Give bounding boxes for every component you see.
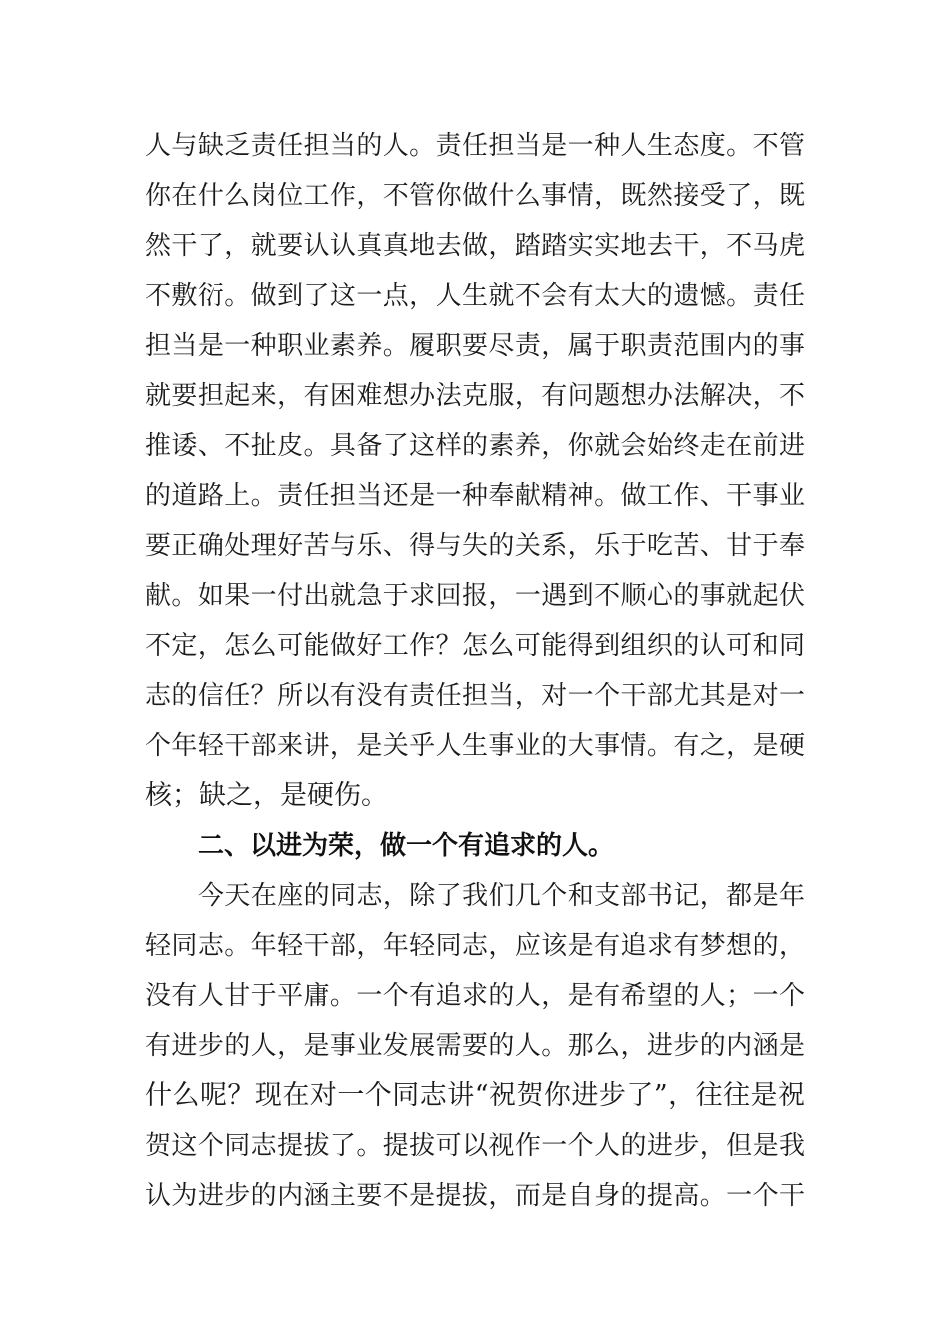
- paragraph-line: 什么呢？现在对一个同志讲“祝贺你进步了”，往往是祝: [145, 1080, 805, 1111]
- paragraph-line: 然干了，就要认认真真地去做，踏踏实实地去干，不马虎: [145, 231, 805, 261]
- paragraph-line: 就要担起来，有困难想办法克服，有问题想办法解决，不: [145, 381, 805, 411]
- paragraph-line: 不敷衍。做到了这一点，人生就不会有太大的遗憾。责任: [145, 281, 805, 311]
- paragraph-line: 献。如果一付出就急于求回报，一遇到不顺心的事就起伏: [145, 581, 805, 611]
- paragraph-line: 核；缺之，是硬伤。: [145, 780, 388, 811]
- paragraph-line: 担当是一种职业素养。履职要尽责，属于职责范围内的事: [145, 331, 805, 361]
- paragraph-line: 要正确处理好苦与乐、得与失的关系，乐于吃苦、甘于奉: [145, 531, 805, 561]
- paragraph-line: 的道路上。责任担当还是一种奉献精神。做工作、干事业: [145, 481, 805, 511]
- paragraph-line: 认为进步的内涵主要不是提拔，而是自身的提高。一个干: [145, 1181, 805, 1211]
- paragraph-line: 今天在座的同志，除了我们几个和支部书记，都是年: [198, 881, 805, 911]
- paragraph-line: 轻同志。年轻干部，年轻同志，应该是有追求有梦想的，: [145, 931, 805, 961]
- paragraph-line: 个年轻干部来讲，是关乎人生事业的大事情。有之，是硬: [145, 731, 805, 761]
- paragraph-line: 志的信任？所以有没有责任担当，对一个干部尤其是对一: [145, 681, 805, 711]
- section-heading: 二、以进为荣，做一个有追求的人。: [198, 831, 615, 861]
- paragraph-line: 你在什么岗位工作，不管你做什么事情，既然接受了，既: [145, 181, 805, 211]
- paragraph-line: 不定，怎么可能做好工作？怎么可能得到组织的认可和同: [145, 631, 805, 661]
- paragraph-line: 有进步的人，是事业发展需要的人。那么，进步的内涵是: [145, 1031, 805, 1061]
- paragraph-line: 推诿、不扯皮。具备了这样的素养，你就会始终走在前进: [145, 431, 805, 461]
- paragraph-line: 人与缺乏责任担当的人。责任担当是一种人生态度。不管: [145, 131, 805, 161]
- paragraph-line: 没有人甘于平庸。一个有追求的人，是有希望的人；一个: [145, 981, 805, 1011]
- paragraph-line: 贺这个同志提拔了。提拔可以视作一个人的进步，但是我: [145, 1131, 805, 1161]
